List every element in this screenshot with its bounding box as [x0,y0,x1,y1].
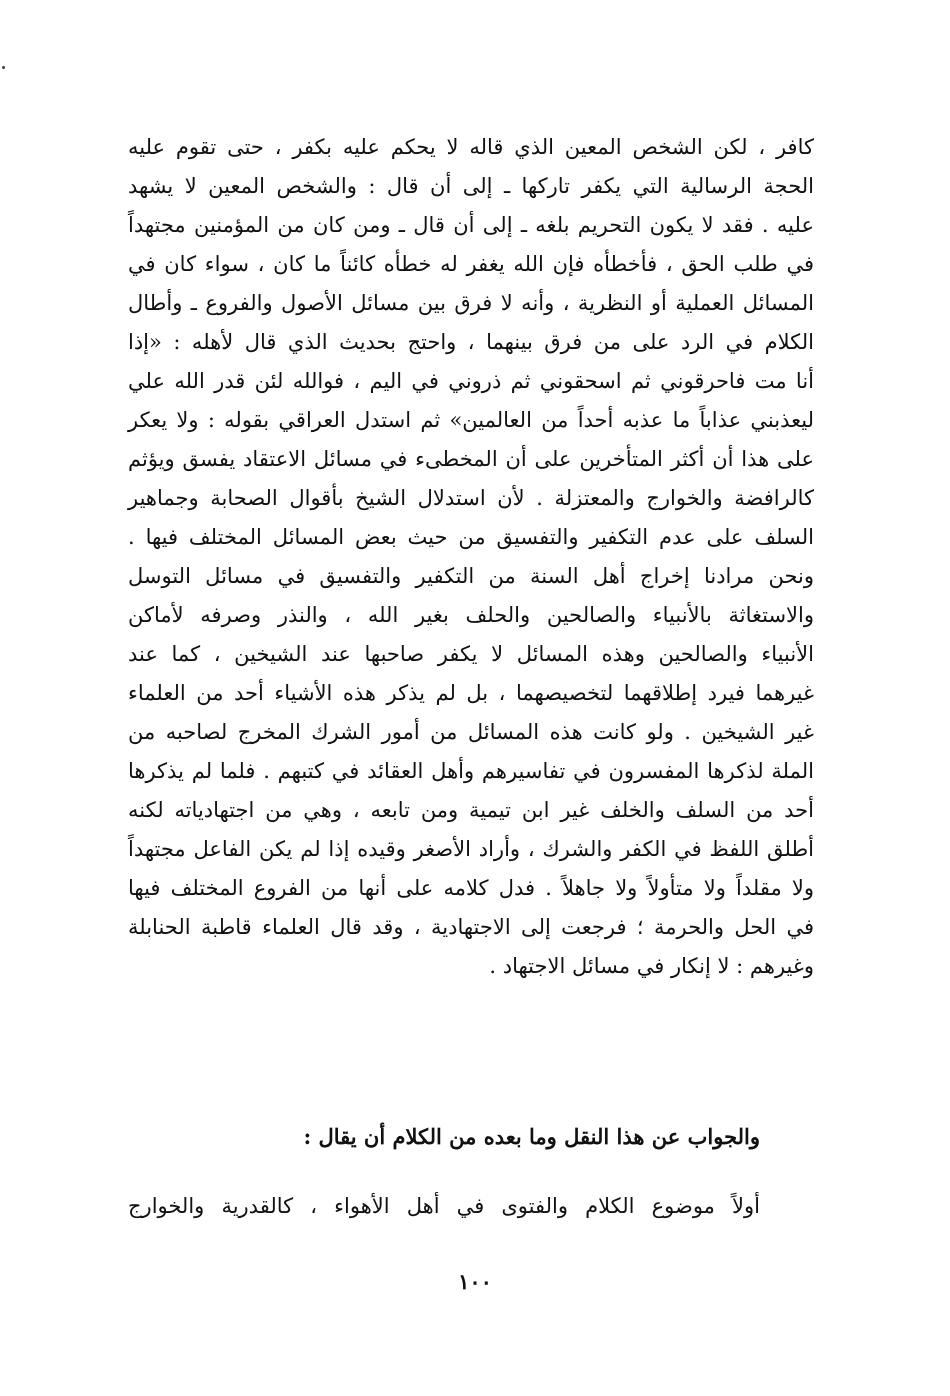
text-line: الكلام في الرد على من فرق بينهما ، واحتج بحديث الذي قال لأهله : «إذا [128,330,814,354]
text-line: أحد من السلف والخلف غير ابن تيمية ومن تابعه ، وهي من اجتهادياته لكنه [128,798,814,822]
section-first-line: أولاً موضوع الكلام والفتوى في أهل الأهواء ، كالقدرية والخوارج [128,1194,760,1218]
text-line: ونحن مرادنا إخراج أهل السنة من التكفير والتفسيق في مسائل التوسل [128,564,814,588]
text-line: كافر ، لكن الشخص المعين الذي قاله لا يحكم عليه بكفر ، حتى تقوم عليه [128,135,814,159]
text-line: المسائل العملية أو النظرية ، وأنه لا فرق بين مسائل الأصول والفروع ـ وأطال [128,291,814,315]
text-line: على هذا أن أكثر المتأخرين على أن المخطىء في مسائل الاعتقاد يفسق ويؤثم [128,447,814,471]
text-line: غيرهما فيرد إطلاقهما لتخصيصهما ، بل لم يذكر هذه الأشياء أحد من العلماء [128,681,814,705]
text-line: ليعذبني عذاباً ما عذبه أحداً من العالمين» ثم استدل العراقي بقوله : ولا يعكر [128,408,814,432]
text-line: ولا مقلداً ولا متأولاً ولا جاهلاً . فدل كلامه على أنها من الفروع المختلف فيها [128,876,814,900]
text-line: كالرافضة والخوارج والمعتزلة . لأن استدلال الشيخ بأقوال الصحابة وجماهير [128,486,814,510]
text-line: في طلب الحق ، فأخطأه فإن الله يغفر له خطأه كائناً ما كان ، سواء كان في [128,252,814,276]
text-line: الأنبياء والصالحين وهذه المسائل لا يكفر صاحبها عند الشيخين ، كما عند [128,642,814,666]
text-line: أطلق اللفظ في الكفر والشرك ، وأراد الأصغر وقيده إذا لم يكن الفاعل مجتهداً [128,837,814,861]
text-line: أنا مت فاحرقوني ثم اسحقوني ثم ذروني في اليم ، فوالله لئن قدر الله علي [128,369,814,393]
text-line-last: وغيرهم : لا إنكار في مسائل الاجتهاد . [489,954,814,978]
text-line: عليه . فقد لا يكون التحريم بلغه ـ إلى أن قال ـ ومن كان من المؤمنين مجتهداً [128,213,814,237]
body-text [128,128,814,986]
text-line: في الحل والحرمة ؛ فرجعت إلى الاجتهادية ، وقد قال العلماء قاطبة الحنابلة [128,915,814,939]
page-number: ١٠٠ [458,1269,492,1294]
text-line: الملة لذكرها المفسرون في تفاسيرهم وأهل العقائد في كتبهم . فلما لم يذكرها [128,759,814,783]
scan-speck [2,66,5,69]
text-line: السلف على عدم التكفير والتفسيق من حيث بعض المسائل المختلف فيها . [128,525,814,549]
text-line: الحجة الرسالية التي يكفر تاركها ـ إلى أن قال : والشخص المعين لا يشهد [128,174,814,198]
section-heading: والجواب عن هذا النقل وما بعده من الكلام أن يقال : [303,1124,760,1149]
text-line: غير الشيخين . ولو كانت هذه المسائل من أمور الشرك المخرج لصاحبه من [128,720,814,744]
text-line: والاستغاثة بالأنبياء والصالحين والحلف بغير الله ، والنذر وصرفه لأماكن [128,603,814,627]
